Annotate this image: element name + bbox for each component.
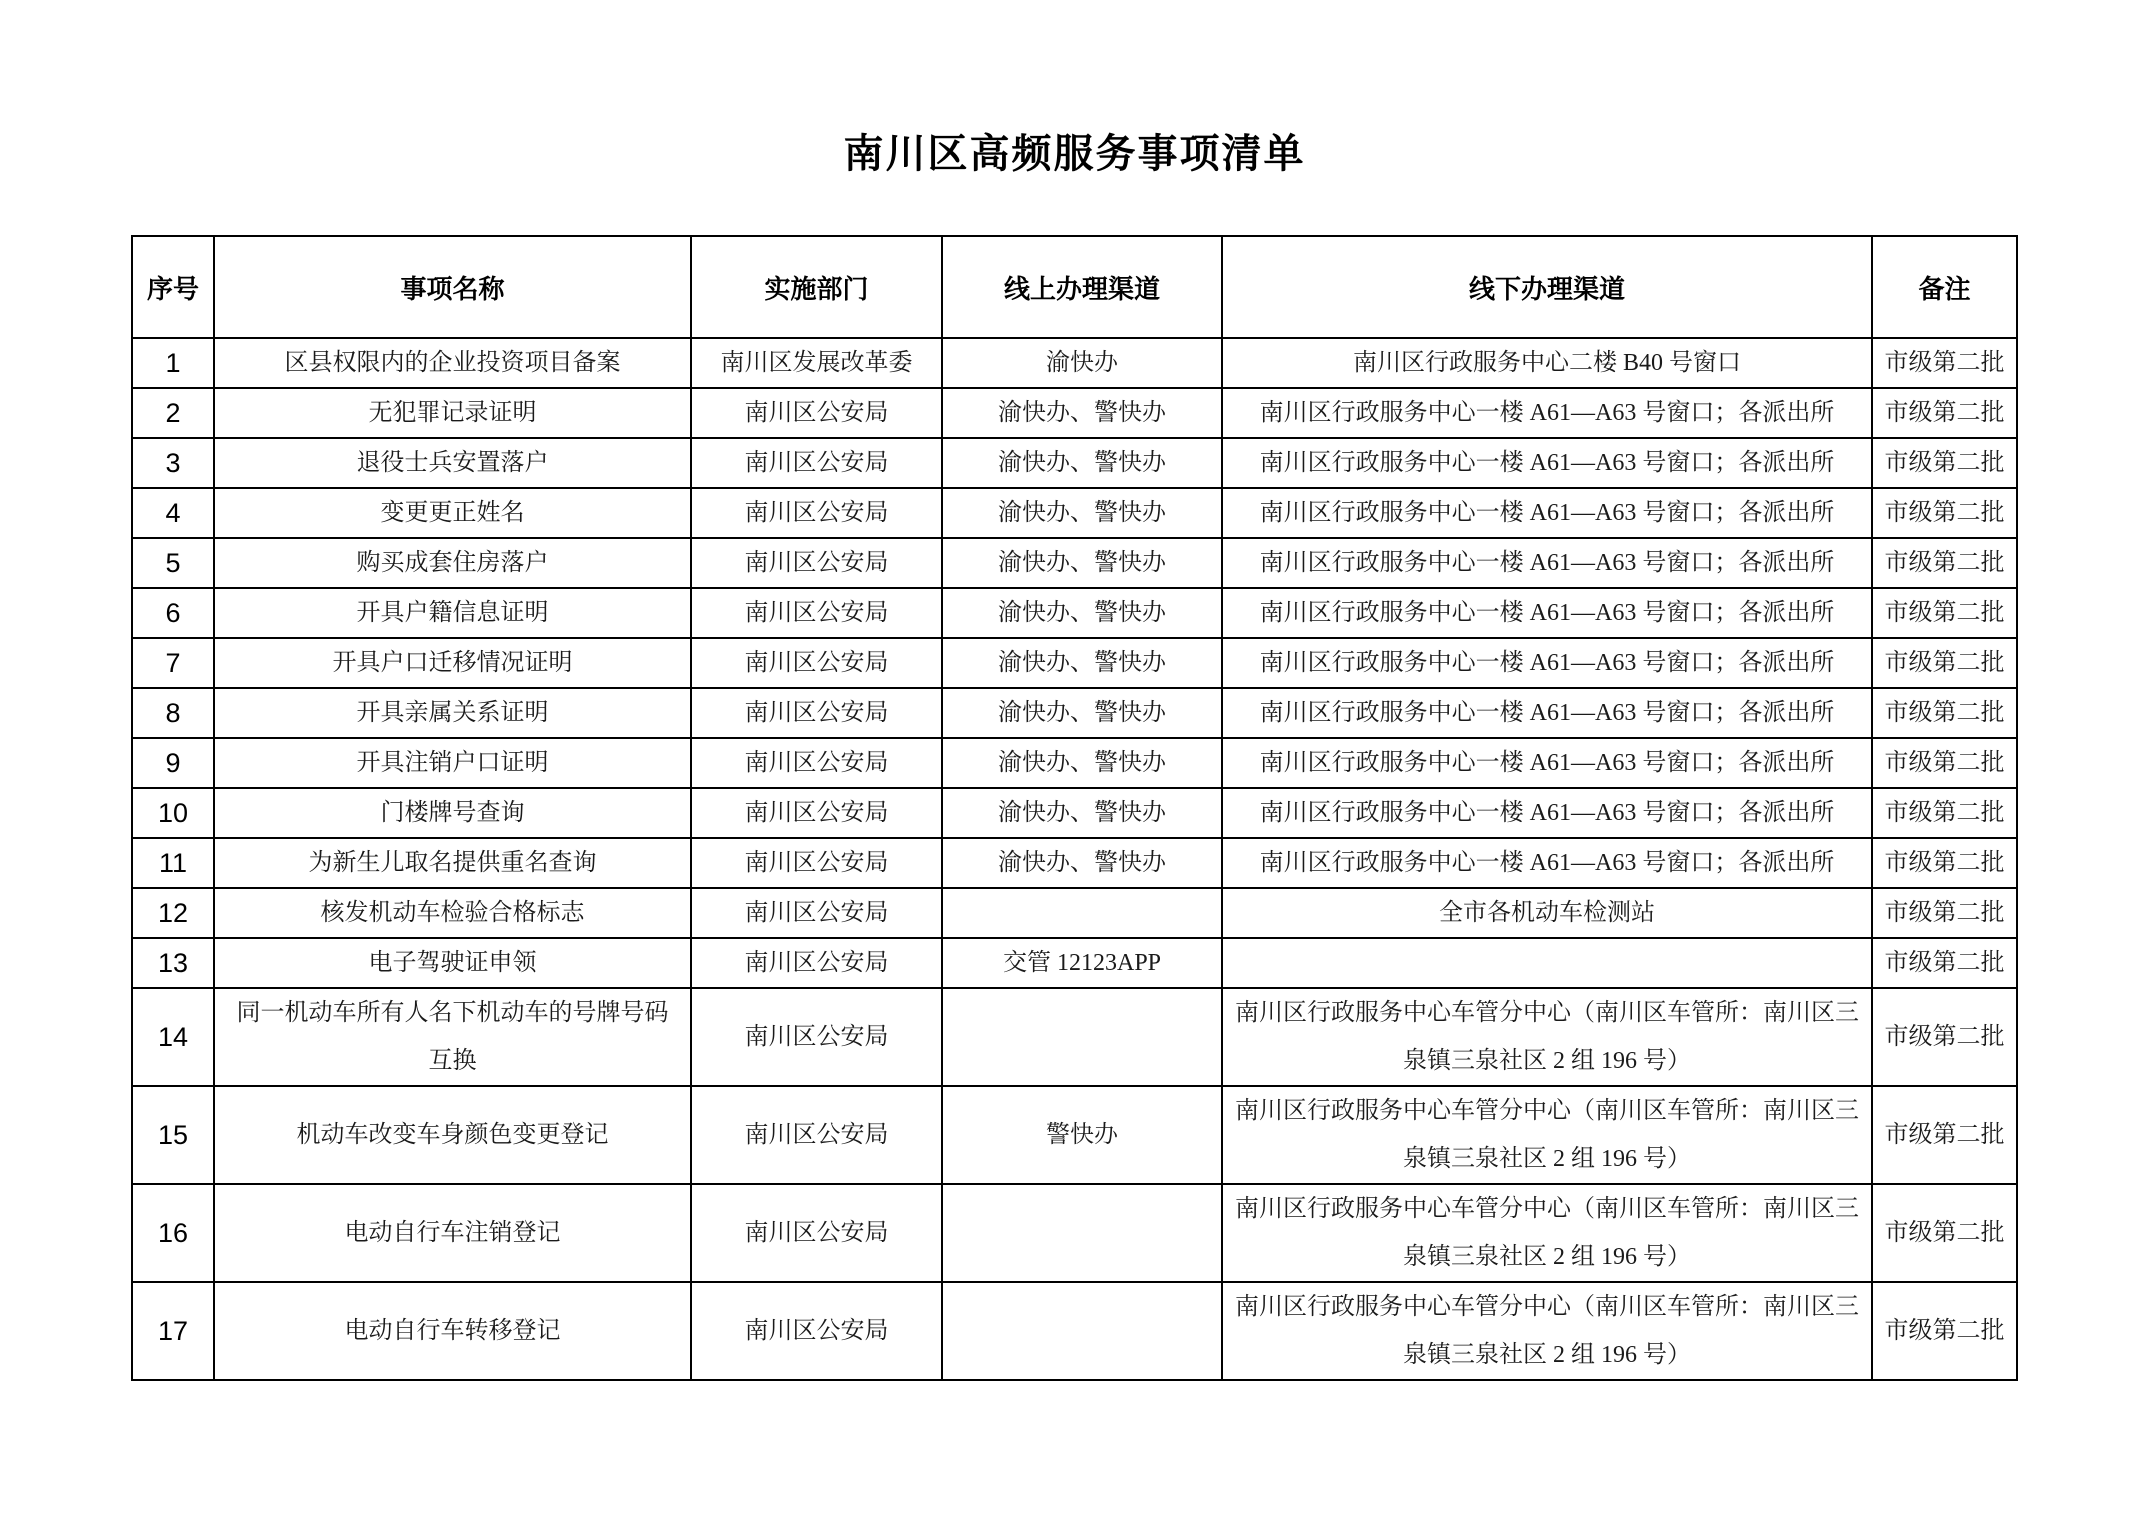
cell-item-name: 无犯罪记录证明 bbox=[214, 388, 691, 438]
cell-remark: 市级第二批 bbox=[1872, 1184, 2017, 1282]
cell-serial-number: 12 bbox=[132, 888, 214, 938]
cell-online-channel: 渝快办、警快办 bbox=[942, 438, 1222, 488]
cell-item-name: 为新生儿取名提供重名查询 bbox=[214, 838, 691, 888]
cell-item-name: 区县权限内的企业投资项目备案 bbox=[214, 338, 691, 388]
cell-serial-number: 9 bbox=[132, 738, 214, 788]
cell-remark: 市级第二批 bbox=[1872, 938, 2017, 988]
cell-item-name: 同一机动车所有人名下机动车的号牌号码互换 bbox=[214, 988, 691, 1086]
table-row bbox=[132, 488, 2017, 538]
cell-serial-number: 11 bbox=[132, 838, 214, 888]
cell-offline-channel: 南川区行政服务中心一楼 A61—A63 号窗口；各派出所 bbox=[1222, 388, 1872, 438]
cell-department: 南川区公安局 bbox=[691, 638, 942, 688]
cell-online-channel bbox=[942, 888, 1222, 938]
cell-remark: 市级第二批 bbox=[1872, 788, 2017, 838]
cell-remark: 市级第二批 bbox=[1872, 588, 2017, 638]
cell-remark: 市级第二批 bbox=[1872, 388, 2017, 438]
cell-item-name: 开具户口迁移情况证明 bbox=[214, 638, 691, 688]
table-row bbox=[132, 788, 2017, 838]
cell-item-name: 电动自行车转移登记 bbox=[214, 1282, 691, 1380]
cell-serial-number: 17 bbox=[132, 1282, 214, 1380]
cell-department: 南川区公安局 bbox=[691, 938, 942, 988]
cell-offline-channel: 全市各机动车检测站 bbox=[1222, 888, 1872, 938]
cell-offline-channel: 南川区行政服务中心车管分中心（南川区车管所：南川区三泉镇三泉社区 2 组 196 号） bbox=[1222, 1086, 1872, 1184]
cell-item-name: 核发机动车检验合格标志 bbox=[214, 888, 691, 938]
cell-department: 南川区公安局 bbox=[691, 1184, 942, 1282]
table-row bbox=[132, 988, 2017, 1086]
table-body bbox=[132, 338, 2017, 1380]
table-row bbox=[132, 738, 2017, 788]
cell-department: 南川区公安局 bbox=[691, 588, 942, 638]
column-header-offline-channel: 线下办理渠道 bbox=[1222, 236, 1872, 338]
cell-department: 南川区公安局 bbox=[691, 838, 942, 888]
cell-department: 南川区公安局 bbox=[691, 438, 942, 488]
cell-serial-number: 16 bbox=[132, 1184, 214, 1282]
table-row bbox=[132, 588, 2017, 638]
cell-offline-channel: 南川区行政服务中心二楼 B40 号窗口 bbox=[1222, 338, 1872, 388]
cell-online-channel: 渝快办、警快办 bbox=[942, 738, 1222, 788]
cell-remark: 市级第二批 bbox=[1872, 738, 2017, 788]
header-row bbox=[132, 236, 2017, 338]
cell-item-name: 退役士兵安置落户 bbox=[214, 438, 691, 488]
cell-online-channel: 交管 12123APP bbox=[942, 938, 1222, 988]
table-row bbox=[132, 438, 2017, 488]
cell-serial-number: 6 bbox=[132, 588, 214, 638]
cell-online-channel bbox=[942, 1184, 1222, 1282]
table-row bbox=[132, 1086, 2017, 1184]
cell-department: 南川区发展改革委 bbox=[691, 338, 942, 388]
cell-serial-number: 8 bbox=[132, 688, 214, 738]
table-row bbox=[132, 538, 2017, 588]
cell-remark: 市级第二批 bbox=[1872, 338, 2017, 388]
cell-department: 南川区公安局 bbox=[691, 1282, 942, 1380]
cell-item-name: 机动车改变车身颜色变更登记 bbox=[214, 1086, 691, 1184]
cell-offline-channel: 南川区行政服务中心一楼 A61—A63 号窗口；各派出所 bbox=[1222, 688, 1872, 738]
cell-online-channel: 渝快办、警快办 bbox=[942, 588, 1222, 638]
table-row bbox=[132, 388, 2017, 438]
cell-department: 南川区公安局 bbox=[691, 488, 942, 538]
cell-item-name: 门楼牌号查询 bbox=[214, 788, 691, 838]
table-row bbox=[132, 938, 2017, 988]
cell-online-channel: 渝快办、警快办 bbox=[942, 838, 1222, 888]
column-header-department: 实施部门 bbox=[691, 236, 942, 338]
cell-serial-number: 2 bbox=[132, 388, 214, 438]
service-items-table bbox=[131, 235, 2018, 1381]
cell-online-channel: 渝快办、警快办 bbox=[942, 538, 1222, 588]
cell-offline-channel: 南川区行政服务中心一楼 A61—A63 号窗口；各派出所 bbox=[1222, 538, 1872, 588]
cell-item-name: 开具户籍信息证明 bbox=[214, 588, 691, 638]
cell-department: 南川区公安局 bbox=[691, 788, 942, 838]
cell-serial-number: 13 bbox=[132, 938, 214, 988]
cell-online-channel bbox=[942, 1282, 1222, 1380]
cell-online-channel: 渝快办、警快办 bbox=[942, 638, 1222, 688]
cell-online-channel: 渝快办 bbox=[942, 338, 1222, 388]
table-row bbox=[132, 1184, 2017, 1282]
cell-offline-channel: 南川区行政服务中心车管分中心（南川区车管所：南川区三泉镇三泉社区 2 组 196 号） bbox=[1222, 1184, 1872, 1282]
cell-remark: 市级第二批 bbox=[1872, 688, 2017, 738]
cell-department: 南川区公安局 bbox=[691, 888, 942, 938]
table-row bbox=[132, 638, 2017, 688]
cell-offline-channel: 南川区行政服务中心一楼 A61—A63 号窗口；各派出所 bbox=[1222, 638, 1872, 688]
cell-item-name: 开具亲属关系证明 bbox=[214, 688, 691, 738]
cell-serial-number: 10 bbox=[132, 788, 214, 838]
cell-offline-channel: 南川区行政服务中心一楼 A61—A63 号窗口；各派出所 bbox=[1222, 588, 1872, 638]
cell-item-name: 开具注销户口证明 bbox=[214, 738, 691, 788]
table-row bbox=[132, 688, 2017, 738]
cell-offline-channel bbox=[1222, 938, 1872, 988]
cell-department: 南川区公安局 bbox=[691, 538, 942, 588]
cell-department: 南川区公安局 bbox=[691, 688, 942, 738]
table-row bbox=[132, 338, 2017, 388]
cell-item-name: 变更更正姓名 bbox=[214, 488, 691, 538]
table-row bbox=[132, 838, 2017, 888]
cell-serial-number: 4 bbox=[132, 488, 214, 538]
cell-remark: 市级第二批 bbox=[1872, 638, 2017, 688]
cell-remark: 市级第二批 bbox=[1872, 1282, 2017, 1380]
cell-serial-number: 5 bbox=[132, 538, 214, 588]
cell-online-channel: 渝快办、警快办 bbox=[942, 388, 1222, 438]
document-title: 南川区高频服务事项清单 bbox=[843, 132, 1306, 176]
cell-serial-number: 1 bbox=[132, 338, 214, 388]
cell-online-channel: 渝快办、警快办 bbox=[942, 688, 1222, 738]
cell-online-channel: 渝快办、警快办 bbox=[942, 488, 1222, 538]
column-header-online-channel: 线上办理渠道 bbox=[942, 236, 1222, 338]
cell-offline-channel: 南川区行政服务中心一楼 A61—A63 号窗口；各派出所 bbox=[1222, 738, 1872, 788]
cell-department: 南川区公安局 bbox=[691, 388, 942, 438]
table-row bbox=[132, 1282, 2017, 1380]
cell-department: 南川区公安局 bbox=[691, 1086, 942, 1184]
cell-remark: 市级第二批 bbox=[1872, 1086, 2017, 1184]
cell-offline-channel: 南川区行政服务中心车管分中心（南川区车管所：南川区三泉镇三泉社区 2 组 196 号） bbox=[1222, 1282, 1872, 1380]
cell-serial-number: 7 bbox=[132, 638, 214, 688]
cell-serial-number: 14 bbox=[132, 988, 214, 1086]
table-row bbox=[132, 888, 2017, 938]
cell-offline-channel: 南川区行政服务中心一楼 A61—A63 号窗口；各派出所 bbox=[1222, 838, 1872, 888]
cell-item-name: 电子驾驶证申领 bbox=[214, 938, 691, 988]
cell-remark: 市级第二批 bbox=[1872, 538, 2017, 588]
cell-remark: 市级第二批 bbox=[1872, 988, 2017, 1086]
table-header bbox=[132, 236, 2017, 338]
column-header-serial: 序号 bbox=[132, 236, 214, 338]
column-header-item-name: 事项名称 bbox=[214, 236, 691, 338]
cell-offline-channel: 南川区行政服务中心车管分中心（南川区车管所：南川区三泉镇三泉社区 2 组 196 号） bbox=[1222, 988, 1872, 1086]
cell-remark: 市级第二批 bbox=[1872, 488, 2017, 538]
cell-item-name: 购买成套住房落户 bbox=[214, 538, 691, 588]
column-header-remark: 备注 bbox=[1872, 236, 2017, 338]
cell-remark: 市级第二批 bbox=[1872, 838, 2017, 888]
cell-serial-number: 15 bbox=[132, 1086, 214, 1184]
cell-item-name: 电动自行车注销登记 bbox=[214, 1184, 691, 1282]
cell-department: 南川区公安局 bbox=[691, 738, 942, 788]
cell-offline-channel: 南川区行政服务中心一楼 A61—A63 号窗口；各派出所 bbox=[1222, 788, 1872, 838]
cell-offline-channel: 南川区行政服务中心一楼 A61—A63 号窗口；各派出所 bbox=[1222, 488, 1872, 538]
cell-remark: 市级第二批 bbox=[1872, 888, 2017, 938]
cell-serial-number: 3 bbox=[132, 438, 214, 488]
cell-department: 南川区公安局 bbox=[691, 988, 942, 1086]
cell-online-channel: 渝快办、警快办 bbox=[942, 788, 1222, 838]
cell-online-channel bbox=[942, 988, 1222, 1086]
cell-online-channel: 警快办 bbox=[942, 1086, 1222, 1184]
cell-remark: 市级第二批 bbox=[1872, 438, 2017, 488]
cell-offline-channel: 南川区行政服务中心一楼 A61—A63 号窗口；各派出所 bbox=[1222, 438, 1872, 488]
